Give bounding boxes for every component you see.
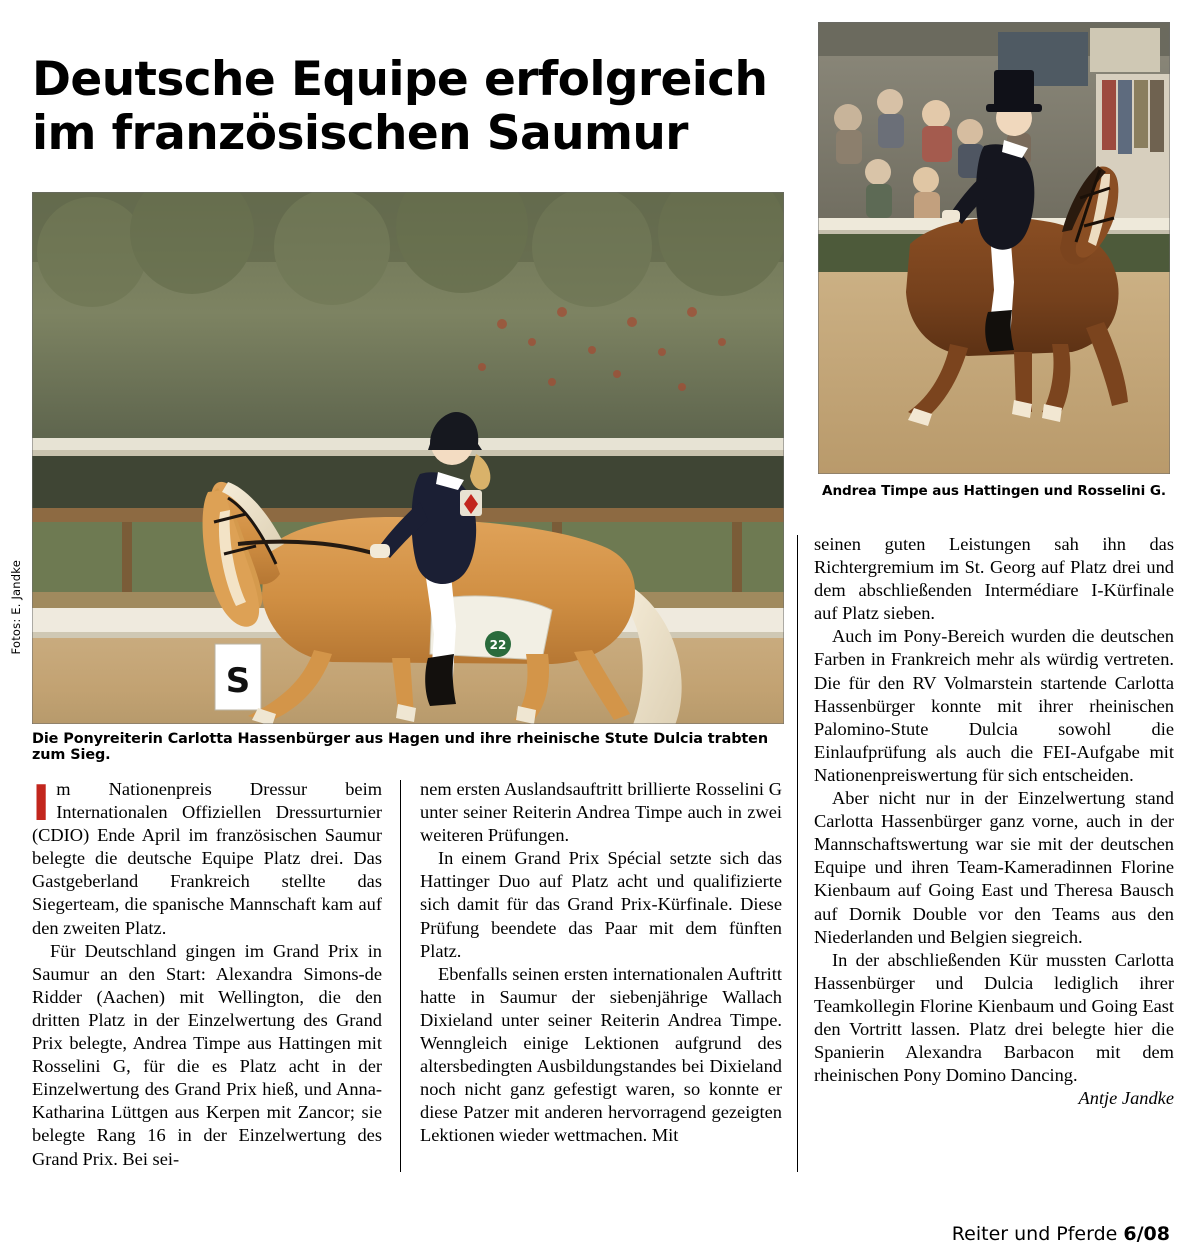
main-photo-image — [32, 192, 784, 724]
page-footer — [952, 1223, 1170, 1245]
article-column-3 — [814, 533, 1174, 1110]
article-column-2 — [420, 778, 782, 1148]
svg-text:22: 22 — [489, 638, 507, 652]
secondary-photo-image — [818, 22, 1170, 474]
photo-credit: Fotos: E. Jandke — [9, 560, 23, 655]
column-divider-left — [400, 780, 401, 1172]
svg-text:S: S — [225, 661, 251, 701]
main-photo — [32, 192, 784, 724]
paragraph: Für Deutschland gingen im Grand Prix in Saumur an den Start: Alexandra Simons-de Ridder (Aachen) mit Wellington, die den dritten Platz in der Einzelwertung des Grand Prix belegte, Andrea Timpe aus Hattingen mit Rosselini G, für die es Platz acht in der Einzelwertung des Grand Prix hieß, und Anna-Katharina Lüttgen aus Kerpen mit Zancor; sie belegte Rang 16 in der Einzelwertung des Grand Prix. Bei sei- — [32, 940, 382, 1169]
main-photo-caption: Die Ponyreiterin Carlotta Hassenbürger aus Hagen und ihre rheinische Stute Dulcia trabten zum Sieg. — [32, 731, 768, 763]
paragraph: seinen guten Leistungen sah ihn das Richtergremium im St. Georg auf Platz drei und dem abschließenden Intermédiare I-Kürfinale auf Platz sieben. — [814, 534, 1174, 624]
paragraph: Auch im Pony-Bereich wurden die deutschen Farben in Frankreich mehr als würdig vertreten. Die für den RV Volmarstein startende Carlotta Hassenbürger konnte mit ihrer rheinischen Palomino-Stute Dulcia sowohl die Einlaufprüfung als auch die FEI-Aufgabe mit Nationenpreiswertung für sich entscheiden. — [814, 626, 1174, 785]
issue-number: 6/08 — [1123, 1223, 1170, 1245]
page-title: Deutsche Equipe erfolgreich im französischen Saumur — [32, 52, 768, 161]
paragraph: In einem Grand Prix Spécial setzte sich das Hattinger Duo auf Platz acht und qualifizierte sich damit für das Grand Prix-Kürfinale. Diese Prüfung beendete das Paar mit dem fünften Platz. — [420, 848, 782, 961]
paragraph: In der abschließenden Kür mussten Carlotta Hassenbürger und Dulcia lediglich ihrer Teamkollegin Florine Kienbaum und Going East den Vortritt lassen. Platz drei belegte hier die Spanierin Alexandra Barbacon mit dem rheinischen Pony Domino Dancing. — [814, 949, 1174, 1086]
paragraph: Ebenfalls seinen ersten internationalen Auftritt hatte in Saumur der siebenjährige Wallach Dixieland unter seiner Reiterin Andrea Timpe. Wenngleich einige Lektionen aufgrund des altersbedingten Ausbildungstandes bei Dixieland noch nicht ganz gefestigt waren, so konnte er diese Patzer mit anderen hervorragend gezeigten Lektionen wieder wettmachen. Mit — [420, 963, 782, 1146]
secondary-photo — [818, 22, 1170, 474]
paragraph — [32, 775, 382, 940]
paragraph: Aber nicht nur in der Einzelwertung stand Carlotta Hassenbürger ganz vorne, auch in der Mannschaftswertung war sie mit der deutschen Equipe und ihren Team-Kameradinnen Florine Kienbaum auf Going East und Theresa Bausch auf Dornik Double vor den Teams aus den Niederlanden und Belgien siegreich. — [814, 788, 1174, 947]
article-byline: Antje Jandke — [1078, 1088, 1174, 1109]
magazine-name: Reiter und Pferde — [951, 1223, 1124, 1245]
drop-cap: I — [32, 775, 51, 832]
column-divider-right — [797, 535, 798, 1172]
paragraph: nem ersten Auslandsauftritt brillierte Rosselini G unter seiner Reiterin Andrea Timpe auch in zwei weiteren Prüfungen. — [420, 779, 782, 846]
article-column-1 — [32, 775, 382, 1171]
paragraph-text: m Nationenpreis Dressur beim Internationalen Offiziellen Dressurturnier (CDIO) Ende April im französischen Saumur belegte die deutsche Equipe Platz drei. Das Gastgeberland Frankreich stellte das Siegerteam, die spanische Mannschaft kam auf den zweiten Platz. — [32, 779, 382, 938]
secondary-photo-caption: Andrea Timpe aus Hattingen und Rosselini G. — [822, 483, 1166, 499]
